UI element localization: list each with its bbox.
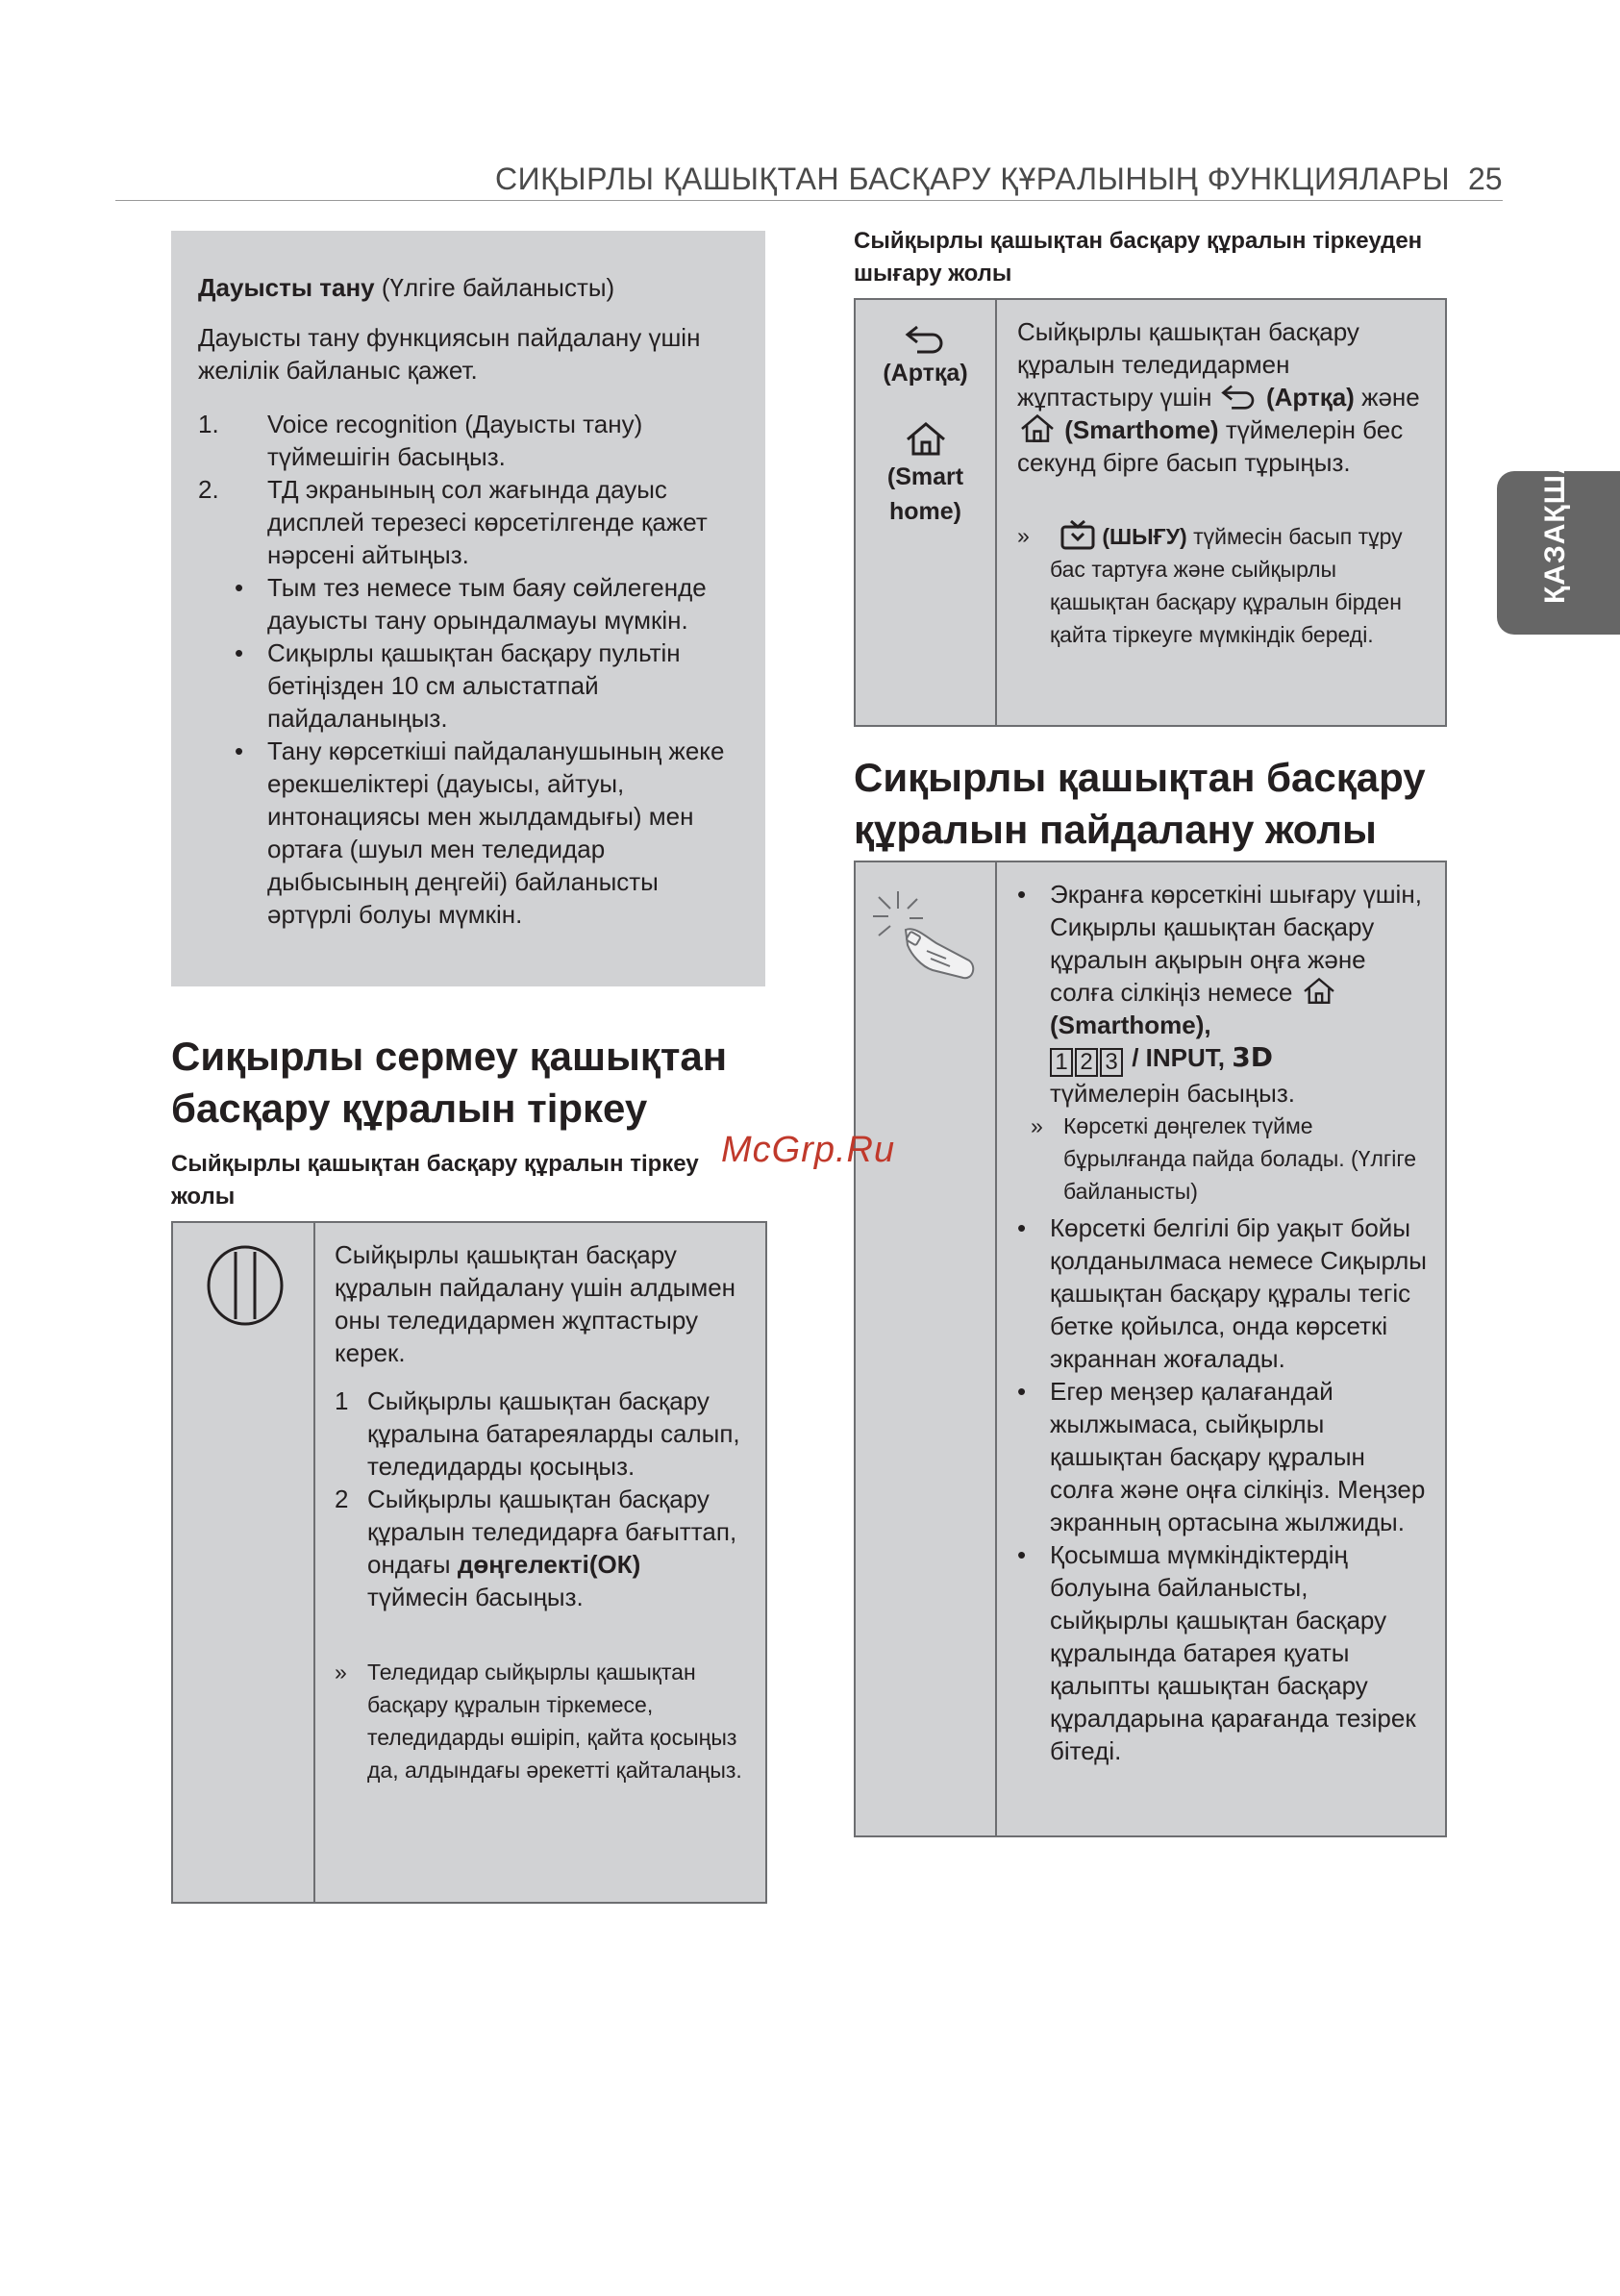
register-note: » Теледидар сыйқырлы қашықтан басқару құралын тіркемесе, теледидарды өшіріп, қайта қосыңыз да, алдындағы әрекетті қайталаңыз. [335,1660,742,1783]
register-intro: Сыйқырлы қашықтан басқару құралын пайдалану үшін алдымен оны теледидармен жұптастыру керек. [335,1240,736,1367]
unregister-subheading: Сыйқырлы қашықтан басқару құралын тіркеуден шығару жолы [854,228,1423,287]
wheel-ok-icon [206,1244,285,1327]
register-subheading: Сыйқырлы қашықтан басқару құралын тіркеу жолы [171,1151,699,1210]
register-table [171,1221,767,1904]
unregister-instructions: Сыйқырлы қашықтан басқару құралын теледидармен жұптастыру үшін (Артқа) және (Smarthome) түймелерін бес секунд бірге басып тұрыңыз. [1017,317,1420,477]
back-label: (Артқа) [883,360,968,387]
home-inline-icon [1300,977,1338,1006]
register-cell [335,1238,748,1786]
language-tab-label: ҚАЗАҚША [1539,452,1571,604]
digit-1-button-icon: 1 [1050,1048,1073,1077]
digit-3-button-icon: 3 [1100,1048,1123,1077]
usage-table [854,861,1447,1837]
header-divider [115,200,1503,201]
three-d-icon: 3D [1232,1041,1273,1073]
voice-bullet: • Тым тез немесе тым баяу сөйлегенде дауысты тану орындалмауы мүмкін. [235,573,707,635]
usage-bullet: • Экранға көрсеткіні шығару үшін, Сиқырлы қашықтан басқару құралын ақырын оңға және солға сілкіңіз немесе (Smarthome), 1 2 3 / INPUT, 3D түймелерін басыңыз. » Көрсеткі дөңгелек түйме бұрылғанда пайда болады. (Үлгіге байланысты) [1017,878,1431,1208]
language-side-tab [1497,452,1620,635]
home-icon [904,421,948,458]
usage-bullet: • Егер меңзер қалағандай жылжымаса, сыйқырлы қашықтан басқару құралын солға және оңға сілкіңіз. Меңзер экранның ортасына жылжиды. [1017,1377,1426,1536]
page-header-title: СИҚЫРЛЫ ҚАШЫҚТАН БАСҚАРУ ҚҰРАЛЫНЫҢ ФУНКЦИЯЛАРЫ [495,162,1451,196]
voice-bullet: • Сиқырлы қашықтан басқару пультін бетіңізден 10 см алыстатпай пайдаланыңыз. [235,638,681,733]
unregister-table [854,298,1447,727]
register-step: 1 Сыйқырлы қашықтан басқару құралына батареяларды салып, теледидарды қосыңыз. [335,1386,740,1481]
page-number: 25 [1468,162,1503,196]
voice-box-title: Дауысты тану (Үлгіге байланысты) [198,273,615,302]
shake-remote-icon [869,887,984,993]
voice-box-intro: Дауысты тану функциясын пайдалану үшін желілік байланыс қажет. [198,323,701,385]
unregister-note: » (ШЫҒУ) түймесін басып тұру бас тартуға және сыйқырлы қашықтан басқару құралын бірден қайта тіркеуге мүмкіндік береді. [1017,519,1431,651]
watermark: McGrp.Ru [721,1130,896,1170]
back-icon [904,323,948,354]
register-heading: Сиқырлы сермеу қашықтан басқару құралын тіркеу [171,1034,728,1131]
home-inline-icon [1017,413,1058,444]
voice-step: 2. ТД экранының сол жағында дауыс дисплей терезесі көрсетілгенде қажет нәрсені айтыңыз. [198,475,708,569]
voice-step: 1. Voice recognition (Дауысты тану) түймешігін басыңыз. [198,410,643,471]
voice-bullet: • Тану көрсеткіші пайдаланушының жеке ерекшеліктері (дауысы, айтуы, интонациясы мен жылдамдығы) мен ортаға (шуыл мен теледидар дыбысының деңгейі) байланысты әртүрлі болуы мүмкін. [235,736,725,929]
digit-2-button-icon: 2 [1075,1048,1098,1077]
home-label: (Smart home) [886,463,964,525]
usage-bullet: • Қосымша мүмкіндіктердің болуына байланысты, сыйқырлы қашықтан басқару құралында батарея қуаты қалыпты қашықтан басқару құралдарына қарағанда тезірек бітеді. [1017,1540,1416,1765]
usage-bullet: • Көрсеткі белгілі бір уақыт бойы қолданылмаса немесе Сиқырлы қашықтан басқару құралы тегіс бетке қойылса, онда көрсеткі экраннан жоғалады. [1017,1213,1427,1373]
usage-cell [1017,878,1431,1767]
unregister-cell [1017,315,1431,651]
usage-note: » Көрсеткі дөңгелек түйме бұрылғанда пайда болады. (Үлгіге байланысты) [1031,1113,1417,1204]
back-inline-icon [1219,383,1259,410]
voice-recognition-box [171,231,765,986]
exit-icon [1059,519,1096,550]
usage-heading: Сиқырлы қашықтан басқару құралын пайдалану жолы [854,755,1426,852]
register-step: 2 Сыйқырлы қашықтан басқару құралын теледидарға бағыттап, ондағы дөңгелекті(ОК) түймесін басыңыз. [335,1485,737,1611]
